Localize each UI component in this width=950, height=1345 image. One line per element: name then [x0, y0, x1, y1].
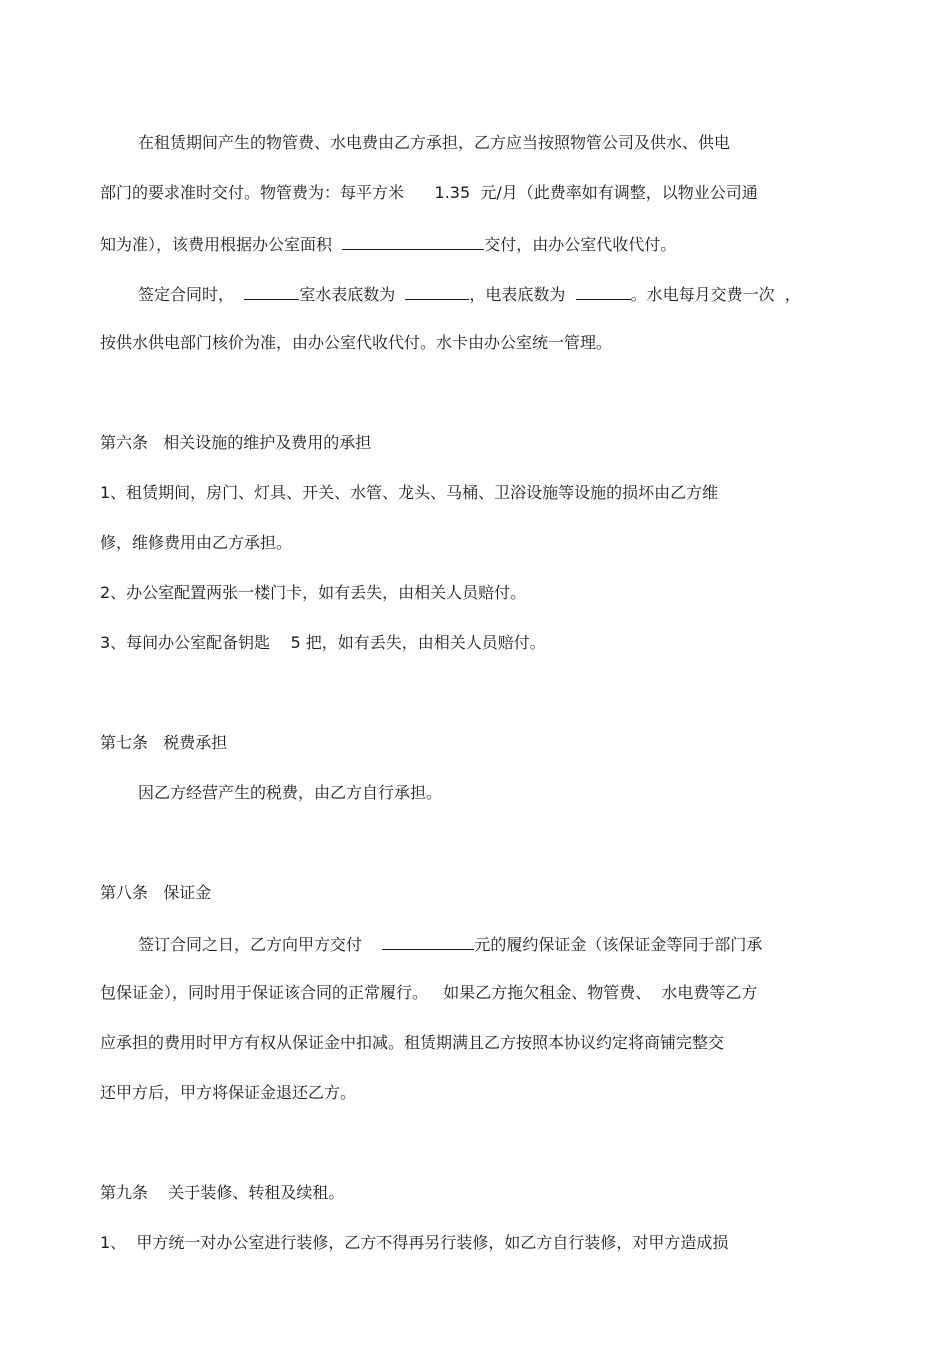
- office-area-blank: [342, 233, 484, 250]
- article-6-item-1-cont: 修，维修费用由乙方承担。: [100, 533, 293, 552]
- article-8-line-2: 包保证金），同时用于保证该合同的正常履行。 如果乙方拖欠租金、物管费、 水电费等乙方: [100, 983, 758, 1002]
- article-7-title: 第七条 税费承担: [100, 733, 228, 752]
- fees-line-3-text-a: 知为准），该费用根据办公室面积: [100, 235, 343, 254]
- room-number-blank: [244, 283, 299, 300]
- article-6-item-3: 3、每间办公室配备钥匙 5 把，如有丢失，由相关人员赔付。: [100, 633, 546, 652]
- article-9-item-1: 1、 甲方统一对办公室进行装修，乙方不得再另行装修，如乙方自行装修，对甲方造成损: [100, 1233, 729, 1252]
- fees-line-3: [100, 233, 676, 253]
- deposit-amount-blank: [382, 933, 474, 950]
- article-7-body: 因乙方经营产生的税费，由乙方自行承担。: [138, 783, 443, 802]
- electric-meter-blank: [576, 283, 631, 300]
- fees-line-1: 在租赁期间产生的物管费、水电费由乙方承担，乙方应当按照物管公司及供水、供电: [138, 133, 731, 152]
- article-8-line-4: 还甲方后，甲方将保证金退还乙方。: [100, 1083, 357, 1102]
- article-8-title: 第八条 保证金: [100, 883, 212, 902]
- article-9-title: 第九条 关于装修、转租及续租。: [100, 1183, 345, 1202]
- article-8-line-1-text-b: 元的履约保证金（该保证金等同于部门承: [474, 935, 763, 954]
- fees-line-2: 部门的要求准时交付。物管费为：每平方米 1.35 元/月（此费率如有调整，以物业公司通: [100, 183, 758, 202]
- meter-line-text-d: 。水电每月交费一次 ，: [630, 285, 801, 304]
- article-6-item-1: 1、租赁期间，房门、灯具、开关、水管、龙头、马桶、卫浴设施等设施的损坏由乙方维: [100, 483, 719, 502]
- article-8-line-3: 应承担的费用时甲方有权从保证金中扣减。租赁期满且乙方按照本协议约定将商铺完整交: [100, 1033, 725, 1052]
- article-6-item-2: 2、办公室配置两张一楼门卡，如有丢失，由相关人员赔付。: [100, 583, 527, 602]
- article-8-line-1: [138, 933, 762, 953]
- meter-line-text-a: 签定合同时，: [138, 285, 245, 304]
- meter-line-text-b: 室水表底数为: [299, 285, 406, 304]
- fees-line-3-text-b: 交付，由办公室代收代付。: [484, 235, 677, 254]
- water-meter-blank: [405, 283, 469, 300]
- article-6-title: 第六条 相关设施的维护及费用的承担: [100, 433, 372, 452]
- article-8-line-1-text-a: 签订合同之日，乙方向甲方交付: [138, 935, 383, 954]
- meter-line-text-c: ，电表底数为: [469, 285, 576, 304]
- fees-line-5: 按供水供电部门核价为准，由办公室代收代付。水卡由办公室统一管理。: [100, 333, 613, 352]
- meter-line: [138, 283, 801, 303]
